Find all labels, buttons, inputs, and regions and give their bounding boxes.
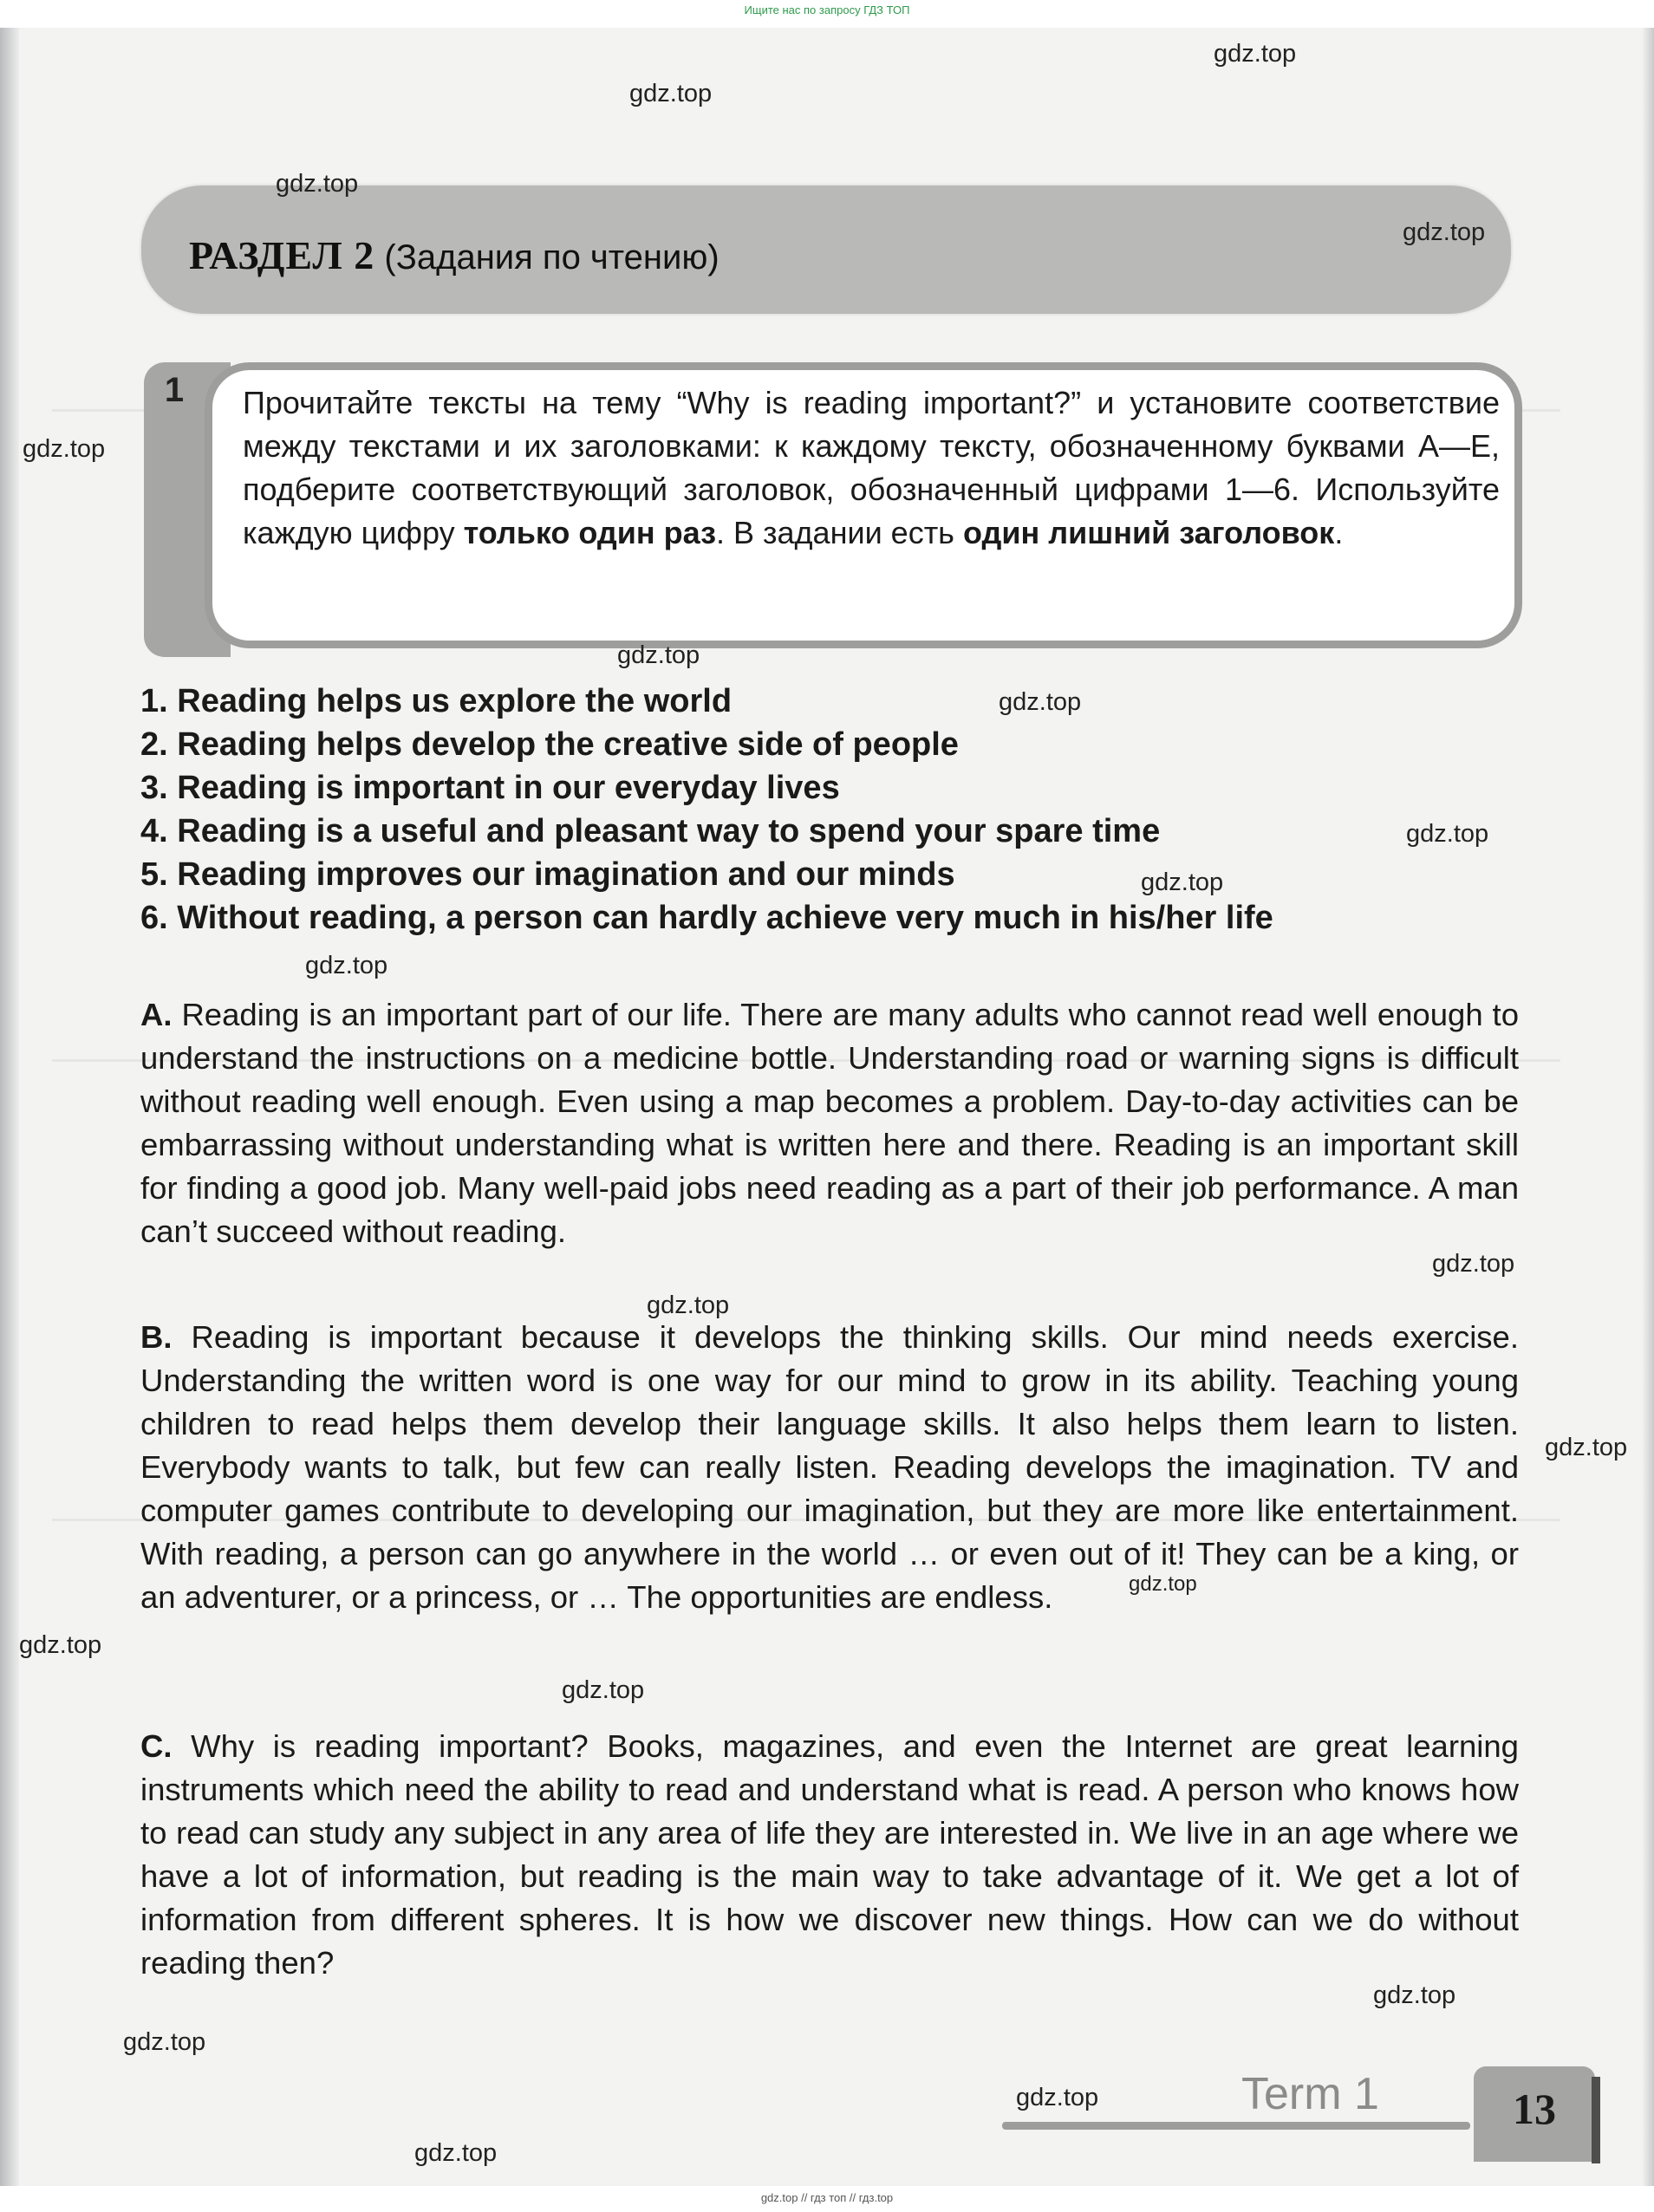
watermark: gdz.top <box>1373 1981 1456 2009</box>
watermark: gdz.top <box>1403 218 1486 246</box>
text-letter: A. <box>140 997 173 1032</box>
heading-item: 3. Reading is important in our everyday lives <box>140 770 840 806</box>
text-body: Why is reading important? Books, magazines, and even the Internet are great learning instruments which need the ability to read and understand what is read. A person who knows how to read can study any subject in any area of life they are interested in. We live in an age where we have a lot of information, but reading is the main way to take advantage of it. We get a lot of information from different spheres. It is how we discover new things. How can we do without reading then? <box>140 1728 1519 1981</box>
instruction-text: . <box>1334 515 1344 550</box>
footer-rule <box>1002 2122 1470 2130</box>
heading-item: 5. Reading improves our imagination and our minds <box>140 856 955 893</box>
watermark: gdz.top <box>305 952 388 979</box>
watermark: gdz.top <box>123 2028 206 2056</box>
watermark: gdz.top <box>629 80 713 107</box>
page-spine-shadow <box>0 28 19 2186</box>
heading-item: 4. Reading is a useful and pleasant way to spend your spare time <box>140 813 1161 849</box>
task-number: 1 <box>164 371 185 409</box>
text-c <box>140 1725 1519 1985</box>
text-body: Reading is important because it develops the thinking skills. Our mind needs exercise. Understanding the written word is one way for our mind to grow in its ability. Teaching young children to read helps them develop their language skills. It also helps them learn to listen. Everybody wants to talk, but few can really listen. Reading develops the imagination. TV and computer games contribute to developing our imagination, but they are more like entertainment. With reading, a person can go anywhere in the world … or even out of it! They can be a king, or an adventurer, or a princess, or … The opportunities are endless. <box>140 1319 1519 1615</box>
watermark: gdz.top <box>1016 2084 1099 2111</box>
section-title <box>189 232 720 278</box>
heading-item: 6. Without reading, a person can hardly achieve very much in his/her life <box>140 900 1273 936</box>
watermark: gdz.top <box>647 1291 730 1319</box>
page-number-corner <box>1592 2077 1600 2163</box>
text-letter: B. <box>140 1319 173 1355</box>
headings-list <box>140 680 1519 940</box>
task-instructions <box>243 381 1500 555</box>
text-a <box>140 993 1519 1253</box>
section-subtitle: (Задания по чтению) <box>384 238 720 276</box>
watermark: gdz.top <box>562 1676 645 1704</box>
heading-item: 2. Reading helps develop the creative side of people <box>140 726 959 763</box>
watermark: gdz.top <box>1129 1572 1197 1596</box>
watermark: gdz.top <box>276 170 359 198</box>
bottom-note: gdz.top // гдз топ // гдз.top <box>760 2191 894 2204</box>
instruction-text: . В задании есть <box>716 515 963 550</box>
watermark: gdz.top <box>19 1631 102 1659</box>
text-body: Reading is an important part of our life. There are many adults who cannot read well enough to understand the instructions on a medicine bottle. Understanding road or warning signs is difficult without reading well enough. Even using a map becomes a problem. Day-to-day activities can be embarrassing without understanding what is written here and there. Reading is an important skill for finding a good job. Many well-paid jobs need reading as a part of their job performance. A man can’t succeed without reading. <box>140 997 1519 1249</box>
text-letter: C. <box>140 1728 173 1764</box>
page-edge-shadow <box>1642 28 1654 2186</box>
page-number: 13 <box>1513 2085 1556 2133</box>
watermark: gdz.top <box>1432 1250 1515 1278</box>
watermark: gdz.top <box>1141 869 1224 896</box>
watermark: gdz.top <box>1406 820 1489 848</box>
heading-item: 1. Reading helps us explore the world <box>140 683 733 719</box>
instruction-emphasis-extra-heading: один лишний заголовок <box>962 515 1335 550</box>
top-note: Ищите нас по запросу ГДЗ ТОП <box>744 3 910 16</box>
watermark: gdz.top <box>617 641 700 669</box>
watermark: gdz.top <box>23 435 106 463</box>
text-b <box>140 1316 1519 1619</box>
section-label: РАЗДЕЛ 2 <box>189 233 375 277</box>
watermark: gdz.top <box>414 2139 498 2167</box>
watermark: gdz.top <box>1214 40 1297 68</box>
watermark: gdz.top <box>999 688 1082 716</box>
instruction-text: Прочитайте тексты на тему “Why is reading important?” и установите соответствие между текстами и их заголовками: к каждому тексту, обозначенному буквами А—Е, подберите соответствующий заголовок, обозначенный цифрами 1—6. Используйте каждую цифру <box>243 385 1500 550</box>
instruction-emphasis-once: только один раз <box>463 515 716 550</box>
watermark: gdz.top <box>1545 1434 1628 1461</box>
term-label: Term 1 <box>1241 2069 1379 2119</box>
